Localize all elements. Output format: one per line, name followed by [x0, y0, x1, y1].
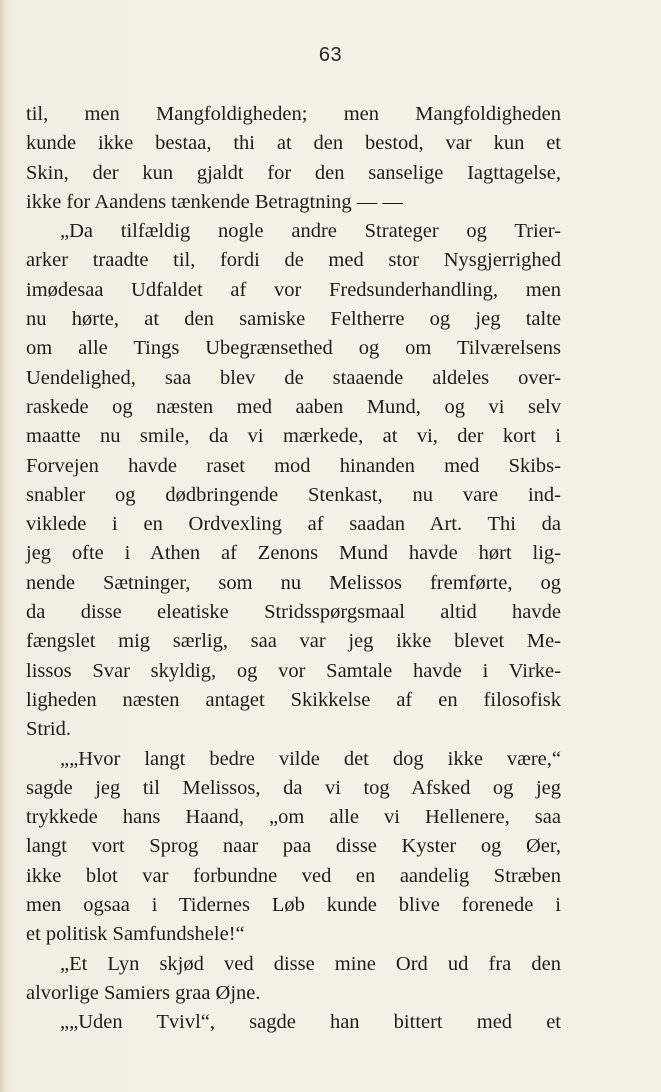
gutter-shadow	[0, 0, 6, 1092]
page-number: 63	[318, 44, 343, 66]
text-line: ikke blot var forbundne ved en aandelig Stræben	[26, 864, 561, 887]
text-line: Skin, der kun gjaldt for den sanselige Iagttagelse,	[26, 161, 561, 184]
text-line: et politisk Samfundshele!“	[26, 923, 245, 946]
text-line: maatte nu smile, da vi mærkede, at vi, der kort i	[26, 425, 561, 448]
text-line: ikke for Aandens tænkende Betragtning — —	[26, 190, 403, 213]
paragraph-start-line: „Da tilfældig nogle andre Strateger og Trier-	[60, 220, 561, 243]
text-line: imødesaa Udfaldet af vor Fredsunderhandling, men	[26, 278, 561, 301]
text-line: viklede i en Ordvexling af saadan Art. Thi da	[26, 513, 561, 536]
text-line: Uendelighed, saa blev de staaende aldeles over-	[26, 366, 561, 389]
paragraph-start-line: „„Uden Tvivl“, sagde han bittert med et	[60, 1011, 561, 1034]
text-line: til, men Mangfoldigheden; men Mangfoldigheden	[26, 103, 561, 125]
text-line: arker traadte til, fordi de med stor Nysgjerrighed	[26, 249, 561, 272]
text-line: ligheden næsten antaget Skikkelse af en filosofisk	[26, 688, 561, 711]
text-line: da disse eleatiske Stridsspørgsmaal altid havde	[26, 601, 561, 624]
paragraph-start-line: „„Hvor langt bedre vilde det dog ikke være,“	[60, 747, 561, 770]
text-line: langt vort Sprog naar paa disse Kyster og Øer,	[26, 835, 561, 858]
text-line: lissos Svar skyldig, og vor Samtale havde i Virke-	[26, 659, 561, 682]
text-line: alvorlige Samiers graa Øjne.	[26, 981, 261, 1004]
text-line: raskede og næsten med aaben Mund, og vi selv	[26, 395, 561, 418]
text-line: trykkede hans Haand, „om alle vi Hellenere, saa	[26, 806, 561, 829]
text-line: Strid.	[26, 718, 71, 741]
text-line: nu hørte, at den samiske Feltherre og jeg talte	[26, 308, 561, 331]
text-line: men ogsaa i Tidernes Løb kunde blive forenede i	[26, 894, 561, 917]
text-line: nende Sætninger, som nu Melissos fremførte, og	[26, 571, 561, 594]
text-line: om alle Tings Ubegrænsethed og om Tilværelsens	[26, 337, 561, 360]
text-line: Forvejen havde raset mod hinanden med Skibs-	[26, 454, 561, 477]
text-line: sagde jeg til Melissos, da vi tog Afsked og jeg	[26, 776, 561, 799]
paragraph-start-line: „Et Lyn skjød ved disse mine Ord ud fra den	[60, 952, 561, 975]
body-text	[26, 100, 561, 1038]
text-line: kunde ikke bestaa, thi at den bestod, var kun et	[26, 132, 561, 155]
text-line: jeg ofte i Athen af Zenons Mund havde hørt lig-	[26, 542, 561, 565]
text-line: snabler og dødbringende Stenkast, nu vare ind-	[26, 483, 561, 506]
text-line: fængslet mig særlig, saa var jeg ikke blevet Me-	[26, 630, 561, 653]
